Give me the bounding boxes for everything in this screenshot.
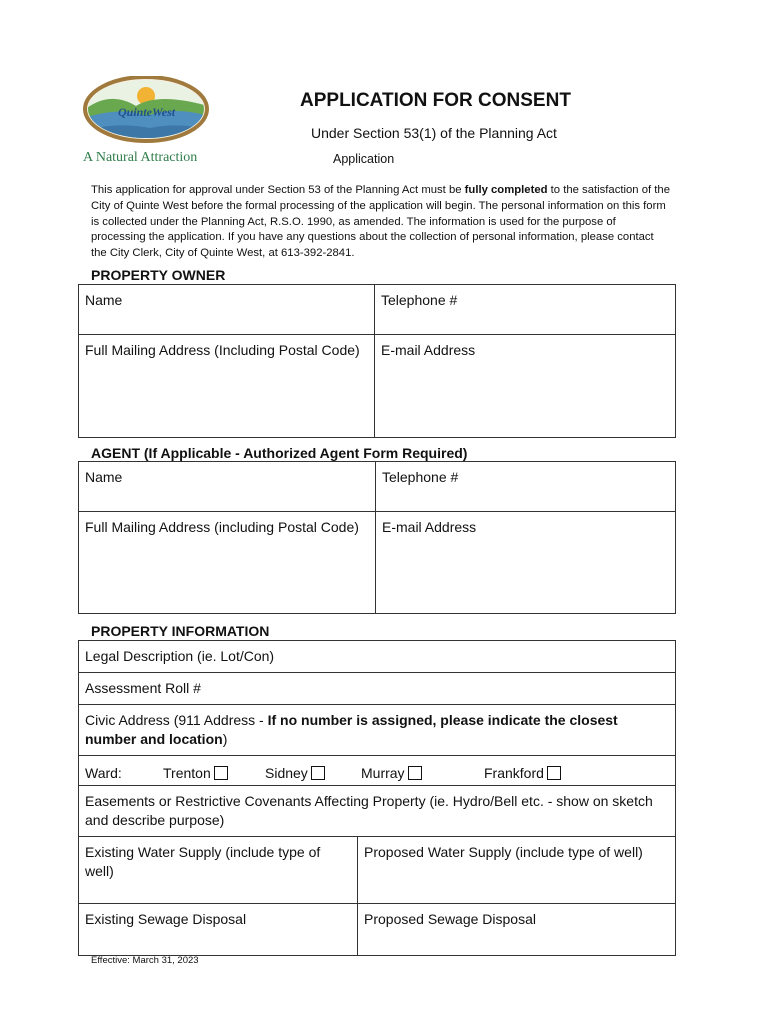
- ward-trenton-checkbox[interactable]: [214, 766, 228, 780]
- intro-text-1: This application for approval under Section 53 of the Planning Act must be: [91, 184, 465, 196]
- civic-address-field[interactable]: [79, 705, 676, 756]
- agent-phone-label: Telephone #: [382, 469, 459, 485]
- agent-email-label: E-mail Address: [382, 519, 477, 535]
- ward-sidney-label: Sidney: [265, 765, 308, 781]
- logo-tagline: A Natural Attraction: [83, 150, 198, 165]
- proposed-sewage-field[interactable]: [358, 904, 676, 956]
- page-subsubtitle: Application: [333, 152, 395, 166]
- ward-sidney-checkbox[interactable]: [311, 766, 325, 780]
- page-subtitle: Under Section 53(1) of the Planning Act: [311, 125, 557, 141]
- owner-phone-field[interactable]: [375, 285, 676, 335]
- proposed-sewage-label: Proposed Sewage Disposal: [364, 911, 536, 927]
- logo-wordmark: QuinteWest: [118, 105, 176, 119]
- agent-heading: AGENT (If Applicable - Authorized Agent Form Required): [91, 445, 468, 461]
- ward-option-murray[interactable]: [361, 764, 422, 783]
- property-table: [78, 640, 676, 956]
- ward-option-trenton[interactable]: [163, 764, 228, 783]
- civic-address-bold: If no number is assigned, please indicate the closest number and location: [85, 712, 618, 747]
- owner-address-field[interactable]: [79, 335, 375, 438]
- owner-table: [78, 284, 676, 438]
- agent-address-label: Full Mailing Address (including Postal Code): [85, 519, 359, 535]
- property-heading: PROPERTY INFORMATION: [91, 623, 270, 639]
- owner-phone-label: Telephone #: [381, 292, 458, 308]
- agent-phone-field[interactable]: [376, 462, 676, 512]
- ward-frankford-label: Frankford: [484, 765, 544, 781]
- agent-name-field[interactable]: [79, 462, 376, 512]
- page-title: APPLICATION FOR CONSENT: [300, 90, 571, 111]
- intro-text-2: to the satisfaction of the City of Quinte West before the formal processing of the application will begin. The personal information on this form is collected under the Planning Act, R.S.O. 1990, as amended. The information is used for the purpose of processing the application. If you have any questions about the collection of personal information, please contact the City Clerk, City of Quinte West, at 613-392-2841.: [91, 184, 670, 260]
- existing-water-field[interactable]: [79, 837, 358, 904]
- ward-option-frankford[interactable]: [484, 764, 561, 783]
- owner-address-label: Full Mailing Address (Including Postal Code): [85, 342, 360, 358]
- agent-name-label: Name: [85, 469, 123, 485]
- legal-description-field[interactable]: [79, 641, 676, 673]
- legal-description-label: Legal Description (ie. Lot/Con): [85, 648, 275, 664]
- owner-heading: PROPERTY OWNER: [91, 267, 226, 283]
- ward-murray-checkbox[interactable]: [408, 766, 422, 780]
- owner-email-label: E-mail Address: [381, 342, 476, 358]
- ward-label: Ward:: [85, 765, 122, 781]
- agent-address-field[interactable]: [79, 512, 376, 614]
- assessment-roll-label: Assessment Roll #: [85, 680, 201, 696]
- proposed-water-field[interactable]: [358, 837, 676, 904]
- civic-address-prefix: Civic Address (911 Address -: [85, 712, 268, 728]
- ward-frankford-checkbox[interactable]: [547, 766, 561, 780]
- owner-email-field[interactable]: [375, 335, 676, 438]
- easements-field[interactable]: [79, 786, 676, 837]
- effective-date: Effective: March 31, 2023: [91, 955, 199, 966]
- intro-bold: fully completed: [464, 184, 548, 196]
- intro-paragraph: [91, 183, 671, 262]
- ward-option-sidney[interactable]: [265, 764, 325, 783]
- ward-row: [79, 756, 676, 786]
- owner-name-label: Name: [85, 292, 123, 308]
- agent-table: [78, 461, 676, 614]
- agent-email-field[interactable]: [376, 512, 676, 614]
- existing-sewage-label: Existing Sewage Disposal: [85, 911, 247, 927]
- easements-label: Easements or Restrictive Covenants Affecting Property (ie. Hydro/Bell etc. - show on sketch and describe purpose): [85, 793, 653, 828]
- ward-trenton-label: Trenton: [163, 765, 211, 781]
- ward-murray-label: Murray: [361, 765, 405, 781]
- civic-address-suffix: ): [222, 731, 228, 747]
- assessment-roll-field[interactable]: [79, 673, 676, 705]
- proposed-water-label: Proposed Water Supply (include type of well): [364, 844, 643, 860]
- owner-name-field[interactable]: [79, 285, 375, 335]
- existing-sewage-field[interactable]: [79, 904, 358, 956]
- existing-water-label: Existing Water Supply (include type of well): [85, 844, 321, 879]
